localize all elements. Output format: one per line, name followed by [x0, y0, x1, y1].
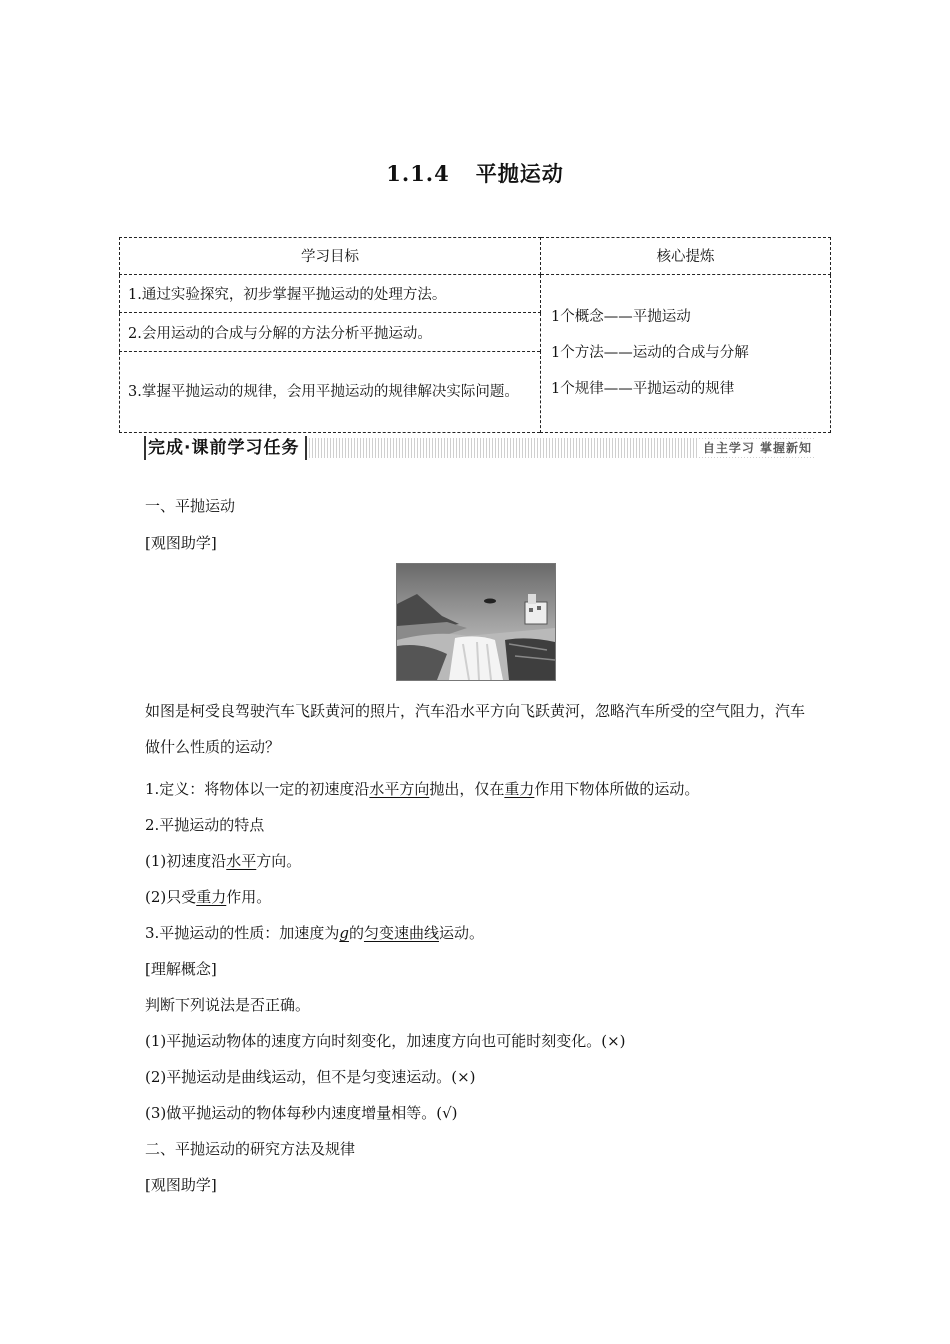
banner-title: 完成·课前学习任务	[144, 436, 307, 460]
answer-gravity: 重力	[504, 780, 535, 798]
title-number: 1.1.4	[386, 161, 450, 186]
definition	[145, 778, 699, 799]
core-item: 1个规律——平抛运动的规律	[551, 381, 735, 398]
symbol-g: g	[339, 924, 349, 942]
section-banner	[144, 436, 816, 460]
judge-item: (3)做平抛运动的物体每秒内速度增量相等。(√)	[145, 1104, 458, 1122]
nature	[145, 922, 484, 943]
goal-3: 3.掌握平抛运动的规律，会用平抛运动的规律解决实际问题。	[120, 352, 541, 433]
yellow-river-jump-photo	[396, 563, 556, 681]
goal-1: 1.通过实验探究，初步掌握平抛运动的处理方法。	[120, 274, 541, 313]
core-item: 1个方法——运动的合成与分解	[551, 345, 749, 362]
definition-text: 1.定义：将物体以一定的初速度沿	[145, 780, 370, 798]
feature-1	[145, 850, 301, 871]
answer-horizontal: 水平	[226, 852, 257, 870]
nature-text: 运动。	[438, 924, 484, 942]
answer-horizontal-direction: 水平方向	[369, 780, 430, 798]
answer-gravity-2: 重力	[196, 888, 227, 906]
core-item: 1个概念——平抛运动	[551, 309, 691, 326]
feature-title: 2.平抛运动的特点	[145, 816, 265, 834]
feature-text: (1)初速度沿	[145, 852, 227, 870]
header-core: 核心提炼	[541, 238, 831, 275]
page-title	[0, 158, 950, 188]
judge-intro: 判断下列说法是否正确。	[145, 996, 311, 1014]
nature-text: 的	[348, 924, 364, 942]
feature-2	[145, 886, 271, 907]
figure-label-2: [观图助学]	[145, 1176, 217, 1194]
definition-text: 抛出，仅在	[429, 780, 505, 798]
title-text: 平抛运动	[475, 161, 564, 186]
section2-heading: 二、平抛运动的研究方法及规律	[145, 1140, 356, 1158]
judge-item: (1)平抛运动物体的速度方向时刻变化，加速度方向也可能时刻变化。(×)	[145, 1032, 626, 1050]
core-summary	[541, 274, 831, 432]
answer-uniform-curve: 匀变速曲线	[363, 924, 439, 942]
feature-text: 方向。	[256, 852, 302, 870]
figure-label: [观图助学]	[145, 534, 217, 552]
objectives-table	[119, 237, 831, 433]
section1-heading: 一、平抛运动	[145, 497, 236, 515]
goal-2: 2.会用运动的合成与分解的方法分析平抛运动。	[120, 313, 541, 352]
feature-text: 作用。	[226, 888, 272, 906]
concept-label: [理解概念]	[145, 960, 217, 978]
banner-subtitle: 自主学习 掌握新知	[699, 439, 816, 457]
judge-item: (2)平抛运动是曲线运动，但不是匀变速运动。(×)	[145, 1068, 476, 1086]
header-goals: 学习目标	[120, 238, 541, 275]
feature-text: (2)只受	[145, 888, 197, 906]
photo-question: 如图是柯受良驾驶汽车飞跃黄河的照片，汽车沿水平方向飞跃黄河，忽略汽车所受的空气阻力，汽车做什么性质的运动？	[145, 702, 806, 756]
definition-text: 作用下物体所做的运动。	[534, 780, 700, 798]
nature-text: 3.平抛运动的性质：加速度为	[145, 924, 340, 942]
